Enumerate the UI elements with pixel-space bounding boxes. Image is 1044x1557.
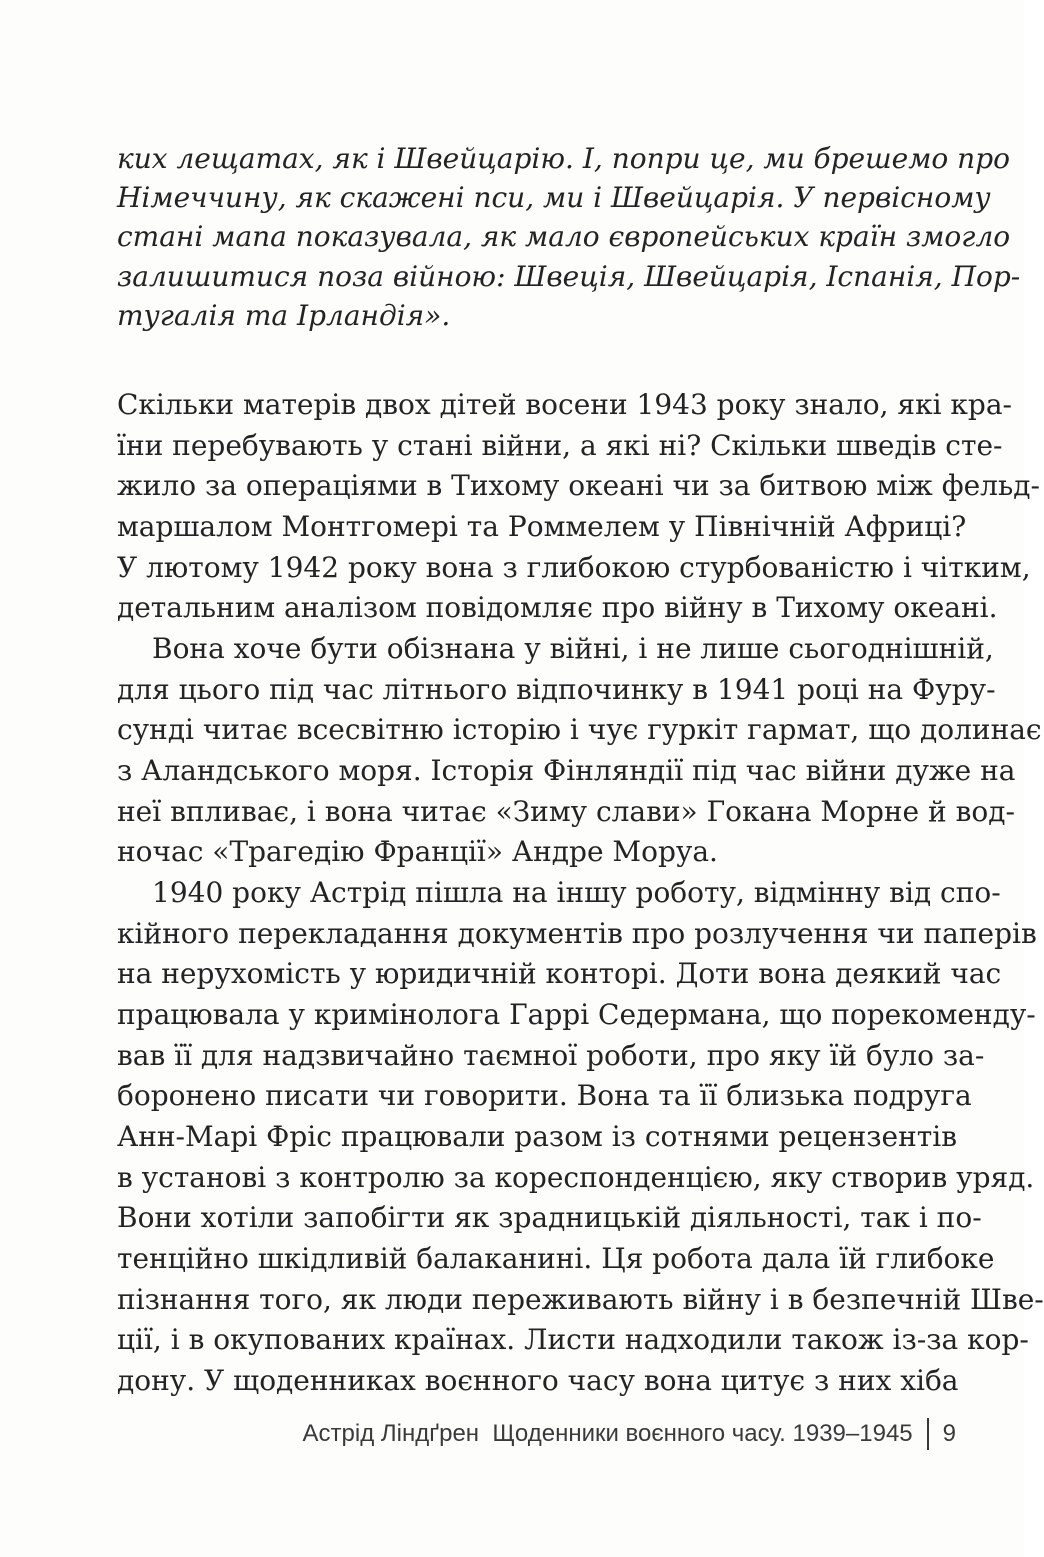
text-line: боронено писати чи говорити. Вона та її близька подруга: [117, 1079, 972, 1112]
text-line: Вона хоче бути обізнана у війні, і не лише сьогоднішній,: [152, 632, 994, 665]
text-line: сунді читає всесвітню історію і чує гуркіт гармат, що долинає: [117, 713, 1042, 746]
text-line: в установі з контролю за кореспонденцією, яку створив уряд.: [117, 1161, 1035, 1194]
text-line: дону. У щоденниках воєнного часу вона цитує з них хіба: [117, 1364, 959, 1397]
text-line: працювала у кримінолога Гаррі Седермана, що порекоменду-: [117, 998, 1036, 1031]
page-number: 9: [942, 1420, 956, 1447]
quote-line: тугалія та Ірландія».: [117, 299, 451, 332]
text-line: на нерухомість у юридичній конторі. Доти вона деякий час: [117, 957, 1002, 990]
text-line: 1940 року Астрід пішла на іншу роботу, відмінну від спо-: [152, 876, 1001, 909]
text-line: У лютому 1942 року вона з глибокою стурбованістю і чітким,: [117, 551, 1031, 584]
text-line: неї впливає, і вона читає «Зиму слави» Гокана Морне й вод-: [117, 795, 1015, 828]
text-line: кійного перекладання документів про розлучення чи паперів: [117, 917, 1037, 950]
quote-line: стані мапа показувала, як мало європейських країн змогло: [117, 220, 1011, 253]
text-line: жило за операціями в Тихому океані чи за битвою між фельд-: [117, 469, 1040, 502]
quote-line: ких лещатах, як і Швейцарію. І, попри це, ми брешемо про: [117, 142, 1010, 175]
page-footer: [303, 1418, 956, 1450]
running-title: Астрід Ліндґрен Щоденники воєнного часу. 1939–1945: [302, 1420, 913, 1447]
text-line: Скільки матерів двох дітей восени 1943 року знало, які кра-: [117, 388, 1013, 421]
text-line: ції, і в окупованих країнах. Листи надходили також із-за кор-: [117, 1323, 1029, 1356]
text-line: їни перебувають у стані війни, а які ні? Скільки шведів сте-: [117, 429, 1003, 462]
quote-line: залишитися поза війною: Швеція, Швейцарія, Іспанія, Пор-: [117, 260, 1021, 293]
text-line: детальним аналізом повідомляє про війну в Тихому океані.: [117, 591, 998, 624]
text-line: Вони хотіли запобігти як зрадницькій діяльності, так і по-: [117, 1201, 982, 1234]
footer-divider: [927, 1418, 929, 1450]
text-line: вав її для надзвичайно таємної роботи, про яку їй було за-: [117, 1039, 985, 1072]
text-line: ночас «Трагедію Франції» Андре Моруа.: [117, 835, 718, 868]
text-line: тенційно шкідливій балаканині. Ця робота дала їй глибоке: [117, 1242, 995, 1275]
text-line: для цього під час літнього відпочинку в 1941 році на Фуру-: [117, 673, 996, 706]
text-line: Анн-Марі Фріс працювали разом із сотнями рецензентів: [117, 1120, 957, 1153]
quote-line: Німеччину, як скажені пси, ми і Швейцарія. У первісному: [117, 181, 991, 214]
text-line: з Аландського моря. Історія Фінляндії під час війни дуже на: [117, 754, 1016, 787]
text-line: маршалом Монтгомері та Роммелем у Північній Африці?: [117, 510, 967, 543]
text-line: пізнання того, як люди переживають війну і в безпечній Шве-: [117, 1283, 1044, 1316]
